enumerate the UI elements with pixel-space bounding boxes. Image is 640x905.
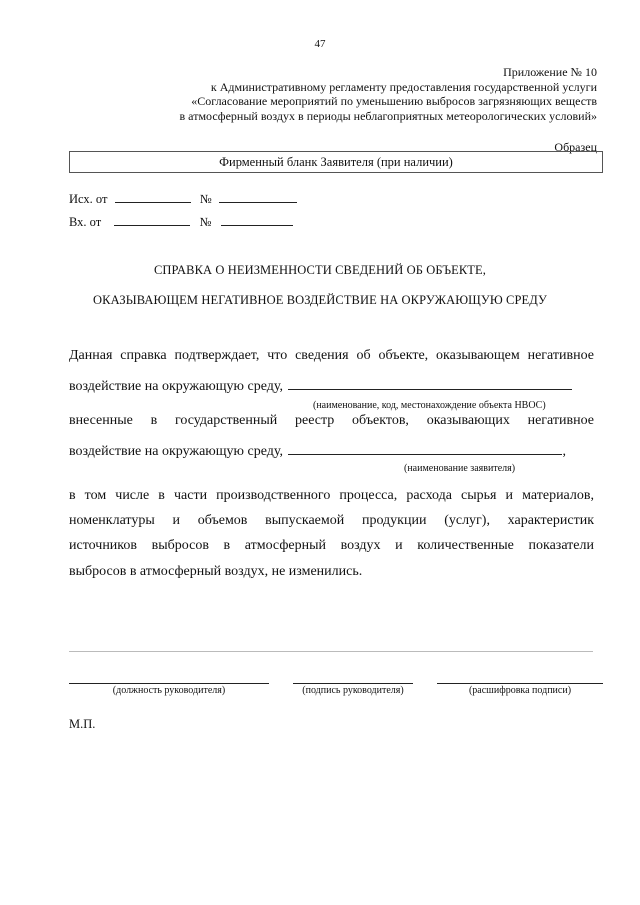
outgoing-date-field[interactable] bbox=[115, 190, 191, 203]
appendix-number: Приложение № 10 bbox=[503, 65, 597, 79]
decoding-caption: (расшифровка подписи) bbox=[468, 685, 572, 696]
incoming-label: Вх. от bbox=[69, 215, 102, 229]
document-title-line-1: СПРАВКА О НЕИЗМЕННОСТИ СВЕДЕНИЙ ОБ ОБЪЕКТЕ, bbox=[153, 263, 487, 277]
number-sign: № bbox=[199, 192, 212, 206]
body-line: номенклатуры и объемов выпускаемой продукции (услуг), характеристик bbox=[69, 513, 594, 528]
outgoing-label: Исх. от bbox=[69, 192, 108, 206]
outgoing-registration-row bbox=[69, 190, 297, 207]
body-line-with-object-field bbox=[69, 375, 594, 395]
decoding-signature-line[interactable] bbox=[437, 683, 603, 684]
applicant-name-field[interactable] bbox=[288, 440, 562, 455]
sample-label: Образец bbox=[554, 140, 597, 154]
object-field-hint: (наименование, код, местонахождение объекта НВОС) bbox=[313, 400, 546, 411]
incoming-registration-row bbox=[69, 213, 293, 230]
body-line: Данная справка подтверждает, что сведения об объекте, оказывающем негативное bbox=[69, 348, 594, 363]
body-line: источников выбросов в атмосферный воздух и количественные показатели bbox=[69, 538, 594, 553]
body-line: внесенные в государственный реестр объектов, оказывающих негативное bbox=[69, 413, 594, 428]
appendix-reference-line: «Согласование мероприятий по уменьшению выбросов загрязняющих веществ bbox=[191, 94, 597, 108]
signature-caption: (подпись руководителя) bbox=[302, 685, 404, 696]
position-signature-line[interactable] bbox=[69, 683, 269, 684]
appendix-reference-line: к Административному регламенту предоставления государственной услуги bbox=[210, 79, 597, 94]
divider bbox=[69, 651, 593, 652]
comma: , bbox=[562, 444, 566, 459]
incoming-number-field[interactable] bbox=[221, 213, 293, 226]
letterhead-box: Фирменный бланк Заявителя (при наличии) bbox=[69, 151, 603, 173]
applicant-field-hint: (наименование заявителя) bbox=[404, 463, 516, 474]
body-line-with-applicant-field bbox=[69, 440, 594, 460]
appendix-reference-line: в атмосферный воздух в периоды неблагоприятных метеорологических условий» bbox=[179, 108, 597, 123]
body-line: в том числе в части производственного процесса, расхода сырья и материалов, bbox=[69, 488, 594, 503]
stamp-placeholder: М.П. bbox=[69, 717, 96, 731]
appendix-header bbox=[180, 65, 597, 123]
document-title-line-2: ОКАЗЫВАЮЩЕМ НЕГАТИВНОЕ ВОЗДЕЙСТВИЕ НА ОКРУЖАЮЩУЮ СРЕДУ bbox=[93, 293, 547, 307]
signature-line[interactable] bbox=[293, 683, 413, 684]
position-caption: (должность руководителя) bbox=[112, 685, 226, 696]
body-line: выбросов в атмосферный воздух, не изменились. bbox=[69, 564, 363, 579]
outgoing-number-field[interactable] bbox=[219, 190, 297, 203]
number-sign: № bbox=[199, 215, 212, 229]
body-text-fragment: воздействие на окружающую среду, bbox=[69, 379, 283, 394]
object-name-field[interactable] bbox=[288, 375, 572, 390]
body-text-fragment: воздействие на окружающую среду, bbox=[69, 444, 283, 459]
page-number: 47 bbox=[314, 38, 326, 50]
incoming-date-field[interactable] bbox=[114, 213, 190, 226]
